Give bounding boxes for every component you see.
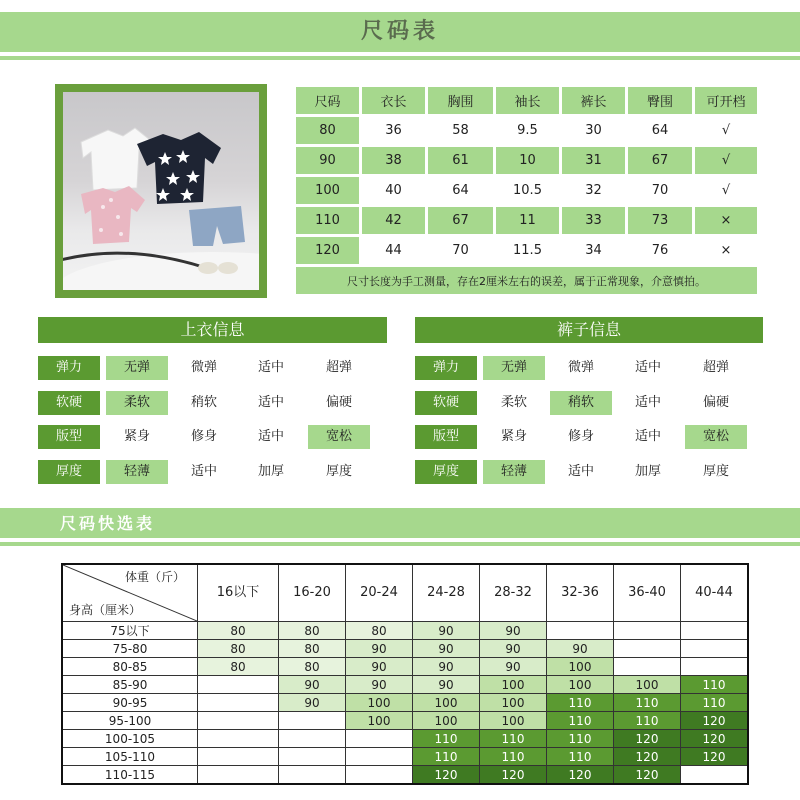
size-cell: 80 [198,640,279,658]
table-cell: 10.5 [496,177,559,204]
size-cell [346,748,413,766]
info-option: 适中 [190,464,217,479]
measurement-note: 尺寸长度为手工测量，存在2厘米左右的误差，属于正常现象，介意慎拍。 [296,267,757,294]
info-row-label: 弹力 [38,356,100,380]
table-row [296,147,757,174]
page-title: 尺码表 [360,19,439,44]
table-cell: 9.5 [496,117,559,144]
size-cell [346,730,413,748]
weight-header: 24-28 [413,564,480,622]
size-cell [614,640,681,658]
table-cell: √ [695,117,757,144]
weight-axis-label: 体重（斤） [125,570,186,584]
size-cell: 90 [480,640,547,658]
weight-header: 20-24 [346,564,413,622]
table-row [296,207,757,234]
info-option-selected: 轻薄 [106,460,168,484]
table-row [62,712,748,730]
size-cell: 120 [681,748,749,766]
size-cell: 100 [413,694,480,712]
info-row-label: 厚度 [415,460,477,484]
info-option: 超弹 [325,360,352,375]
size-cell: 110 [413,730,480,748]
size-cell [547,622,614,640]
size-cell: 90 [413,622,480,640]
info-option: 适中 [634,360,661,375]
height-axis-label: 身高（厘米） [69,603,142,617]
info-option: 偏硬 [702,395,729,410]
table-cell: 40 [362,177,425,204]
size-cell: 90 [279,694,346,712]
product-photo-frame [55,84,267,298]
table-note-row [296,267,757,294]
table-cell: × [695,207,757,234]
weight-header: 36-40 [614,564,681,622]
table-cell: 67 [428,207,493,234]
table-cell: 10 [496,147,559,174]
table-cell: 11 [496,207,559,234]
height-header: 110-115 [62,766,198,785]
size-cell: 120 [681,730,749,748]
size-cell: 120 [413,766,480,785]
col-header: 裤长 [562,87,625,114]
info-option-selected: 无弹 [106,356,168,380]
size-cell [198,748,279,766]
size-cell: 110 [614,694,681,712]
info-option: 适中 [257,360,284,375]
height-header: 90-95 [62,694,198,712]
info-row-label: 版型 [415,425,477,449]
size-cell [614,622,681,640]
size-cell: 110 [547,748,614,766]
product-illustration [63,92,259,290]
size-cell: 120 [480,766,547,785]
size-cell: 90 [413,658,480,676]
size-cell: 110 [681,676,749,694]
col-header: 可开档 [695,87,757,114]
table-cell: 64 [428,177,493,204]
size-cell: 120 [681,712,749,730]
table-row [62,694,748,712]
info-option: 适中 [634,395,661,410]
table-cell: 70 [428,237,493,264]
info-option: 紧身 [123,429,150,444]
size-cell: 100 [614,676,681,694]
size-cell [681,766,749,785]
table-cell: 73 [628,207,692,234]
quick-select-header [62,564,748,622]
corner-cell [62,564,198,622]
size-cell [198,766,279,785]
size-cell: 90 [480,658,547,676]
table-cell: 58 [428,117,493,144]
table-cell: 76 [628,237,692,264]
table-cell: 100 [296,177,359,204]
table-cell: 38 [362,147,425,174]
table-cell: 44 [362,237,425,264]
size-cell [279,766,346,785]
table-cell: 31 [562,147,625,174]
size-cell: 90 [346,640,413,658]
table-row [62,676,748,694]
quick-select-table [61,563,749,785]
size-cell: 110 [547,694,614,712]
size-cell: 90 [346,676,413,694]
col-header: 衣长 [362,87,425,114]
size-cell [346,766,413,785]
table-cell: √ [695,147,757,174]
size-cell [681,640,749,658]
table-row [62,658,748,676]
col-header: 尺码 [296,87,359,114]
size-cell: 120 [614,766,681,785]
height-header: 75以下 [62,622,198,640]
info-option: 适中 [567,464,594,479]
table-cell: 30 [562,117,625,144]
table-row [296,237,757,264]
table-cell: 64 [628,117,692,144]
size-cell [279,730,346,748]
size-cell: 110 [480,730,547,748]
size-cell: 100 [547,658,614,676]
table-cell: × [695,237,757,264]
height-header: 80-85 [62,658,198,676]
size-cell: 110 [480,748,547,766]
info-option-selected: 稍软 [550,391,612,415]
table-cell: 70 [628,177,692,204]
size-cell: 100 [346,694,413,712]
size-cell: 100 [480,676,547,694]
quick-select-band-line [0,542,800,546]
info-option: 柔软 [500,395,527,410]
table-cell: 11.5 [496,237,559,264]
table-row [296,117,757,144]
info-row-label: 软硬 [38,391,100,415]
size-table-header [296,87,757,114]
size-cell: 80 [279,640,346,658]
info-option: 修身 [190,429,217,444]
table-cell: √ [695,177,757,204]
height-header: 85-90 [62,676,198,694]
weight-header: 32-36 [547,564,614,622]
size-cell [681,622,749,640]
size-cell: 90 [480,622,547,640]
size-cell: 110 [547,730,614,748]
size-cell: 110 [547,712,614,730]
size-cell [198,694,279,712]
size-cell: 80 [198,622,279,640]
height-header: 75-80 [62,640,198,658]
weight-header: 16以下 [198,564,279,622]
table-cell: 34 [562,237,625,264]
info-row-label: 软硬 [415,391,477,415]
size-cell [279,712,346,730]
table-row [62,748,748,766]
info-option: 加厚 [634,464,661,479]
weight-header: 40-44 [681,564,749,622]
table-cell: 90 [296,147,359,174]
size-table [293,84,760,297]
table-cell: 61 [428,147,493,174]
size-cell [681,658,749,676]
size-cell [198,730,279,748]
info-option: 适中 [634,429,661,444]
size-cell: 100 [547,676,614,694]
col-header: 胸围 [428,87,493,114]
info-option: 适中 [257,395,284,410]
info-option-selected: 宽松 [685,425,747,449]
table-cell: 32 [562,177,625,204]
col-header: 臀围 [628,87,692,114]
col-header: 袖长 [496,87,559,114]
size-cell: 120 [614,730,681,748]
table-cell: 33 [562,207,625,234]
size-cell: 80 [346,622,413,640]
table-cell: 36 [362,117,425,144]
info-option: 紧身 [500,429,527,444]
table-row [296,177,757,204]
info-option-selected: 宽松 [308,425,370,449]
size-cell: 90 [279,676,346,694]
height-header: 95-100 [62,712,198,730]
info-option: 厚度 [702,464,729,479]
size-cell: 90 [413,676,480,694]
table-cell: 42 [362,207,425,234]
table-row [62,766,748,785]
size-cell [198,676,279,694]
size-cell: 110 [681,694,749,712]
info-option-selected: 无弹 [483,356,545,380]
size-cell [198,712,279,730]
info-option-selected: 轻薄 [483,460,545,484]
info-option: 加厚 [257,464,284,479]
table-cell: 120 [296,237,359,264]
size-cell: 90 [413,640,480,658]
info-row-label: 厚度 [38,460,100,484]
top-info-title: 上衣信息 [38,317,387,343]
info-option: 修身 [567,429,594,444]
size-cell: 120 [614,748,681,766]
size-cell [614,658,681,676]
size-cell [279,748,346,766]
size-cell: 90 [346,658,413,676]
table-cell: 80 [296,117,359,144]
height-header: 105-110 [62,748,198,766]
info-option: 超弹 [702,360,729,375]
size-cell: 100 [480,712,547,730]
size-cell: 110 [614,712,681,730]
info-row-label: 版型 [38,425,100,449]
info-option: 适中 [257,429,284,444]
height-header: 100-105 [62,730,198,748]
size-cell: 80 [279,622,346,640]
table-row [62,622,748,640]
info-option: 稍软 [190,395,217,410]
size-cell: 100 [346,712,413,730]
size-cell: 120 [547,766,614,785]
quick-select-title: 尺码快选表 [60,514,156,533]
table-row [62,730,748,748]
size-cell: 110 [413,748,480,766]
info-option: 微弹 [190,360,217,375]
size-cell: 80 [279,658,346,676]
weight-header: 16-20 [279,564,346,622]
info-option: 偏硬 [325,395,352,410]
info-option: 厚度 [325,464,352,479]
table-row [62,640,748,658]
info-option: 微弹 [567,360,594,375]
info-option-selected: 柔软 [106,391,168,415]
weight-header: 28-32 [480,564,547,622]
product-photo [63,92,259,290]
table-cell: 67 [628,147,692,174]
pants-info-title: 裤子信息 [415,317,763,343]
table-cell: 110 [296,207,359,234]
info-row-label: 弹力 [415,356,477,380]
size-cell: 100 [413,712,480,730]
size-cell: 80 [198,658,279,676]
size-cell: 100 [480,694,547,712]
size-cell: 90 [547,640,614,658]
